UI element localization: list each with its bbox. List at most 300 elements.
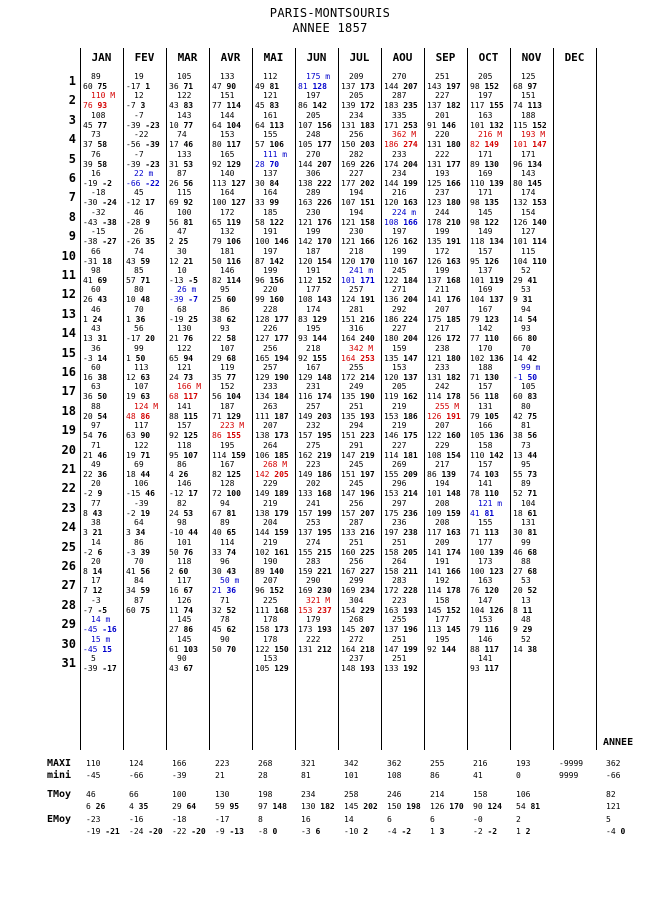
min-mean-temperature: 151 216	[341, 314, 375, 324]
max-temperature: 163	[478, 576, 493, 586]
min-mean-temperature: 96 152	[255, 586, 284, 596]
max-temperature: 153	[392, 363, 407, 372]
max-temperature: -7	[134, 110, 144, 120]
max-temperature: 13	[521, 595, 531, 605]
max-temperature: 48	[521, 615, 531, 625]
min-mean-temperature: 136 204	[384, 295, 418, 305]
min-mean-temperature: 82 114	[212, 276, 241, 285]
max-temperature: 251	[349, 537, 364, 547]
min-mean-temperature: 145 152	[427, 605, 461, 615]
min-mean-temperature: -26 35	[126, 237, 155, 247]
min-mean-temperature: 8 43	[83, 508, 103, 518]
max-temperature: 96	[220, 557, 230, 566]
max-temperature: 93	[220, 324, 230, 334]
max-temperature: 294	[349, 421, 364, 431]
summary-value: 193	[516, 759, 531, 768]
min-mean-temperature: 172 228	[384, 586, 418, 596]
max-temperature: 199	[392, 246, 407, 256]
max-temperature: 233	[392, 149, 407, 159]
max-temperature: 19	[134, 72, 144, 81]
min-mean-temperature: -12 17	[169, 489, 198, 499]
max-temperature: 248	[306, 130, 321, 140]
annee-value: -66	[606, 771, 621, 780]
max-temperature: 49	[91, 460, 101, 469]
min-mean-temperature: -12 17	[126, 198, 155, 208]
min-mean-temperature: 133 192	[384, 664, 418, 673]
min-mean-temperature: 74 113	[513, 101, 542, 111]
min-mean-temperature: 137 195	[298, 528, 332, 538]
month-header: OCT	[478, 51, 499, 64]
max-temperature: 342 M	[349, 343, 374, 353]
min-mean-temperature: 122 160	[427, 431, 461, 441]
min-mean-temperature: -17 20	[126, 334, 155, 344]
max-temperature: 275	[306, 440, 321, 450]
max-temperature: 175 m	[306, 72, 331, 81]
min-mean-temperature: 64 113	[255, 120, 284, 130]
annee-value: 362	[606, 759, 621, 768]
min-mean-temperature: 60 83	[513, 392, 538, 402]
max-temperature: 45	[134, 188, 144, 198]
min-mean-temperature: 28 70	[255, 159, 280, 169]
max-temperature: 153	[220, 130, 235, 140]
max-temperature: -22	[134, 130, 149, 140]
min-mean-temperature: 36 71	[169, 82, 194, 91]
max-temperature: 171	[478, 149, 493, 159]
min-mean-temperature: 178 210	[427, 217, 461, 227]
max-temperature: 297	[392, 498, 407, 508]
min-mean-temperature: 120 137	[384, 373, 418, 382]
max-temperature: 121	[177, 363, 192, 372]
min-mean-temperature: 39 58	[83, 159, 108, 169]
max-temperature: 304	[349, 595, 364, 605]
max-temperature: 255	[349, 363, 364, 372]
summary-value: 362	[387, 759, 402, 768]
min-mean-temperature: 13 31	[83, 334, 108, 344]
month-header: JUN	[306, 51, 327, 64]
max-temperature: 205	[392, 382, 407, 392]
min-mean-temperature: 47 90	[212, 82, 237, 91]
min-mean-temperature: 48 86	[126, 411, 151, 421]
max-temperature: 197	[306, 91, 321, 101]
min-mean-temperature: 159 221	[298, 567, 332, 576]
max-temperature: 222	[306, 634, 321, 644]
summary-value: 258	[344, 790, 359, 799]
max-temperature: -7	[134, 149, 144, 159]
min-mean-temperature: 71 129	[212, 411, 241, 421]
summary-value-2: 90 124	[473, 802, 502, 811]
min-mean-temperature: 86 139	[427, 470, 456, 479]
min-mean-temperature: 92 144	[427, 644, 456, 654]
max-temperature: 227	[435, 91, 450, 101]
min-mean-temperature: -3 14	[83, 353, 108, 363]
max-temperature: 86	[220, 304, 230, 314]
min-mean-temperature: 149 186	[298, 470, 332, 479]
max-temperature: 268	[349, 615, 364, 625]
min-mean-temperature: 104 126	[470, 605, 504, 615]
max-temperature: 14	[91, 537, 101, 547]
min-mean-temperature: 154 229	[341, 605, 375, 615]
max-temperature: 115	[177, 188, 192, 198]
max-temperature: 316	[349, 324, 364, 334]
min-mean-temperature: 20 52	[513, 586, 538, 596]
min-mean-temperature: 126 172	[427, 334, 461, 344]
min-mean-temperature: 149 189	[255, 489, 289, 499]
max-temperature: 146	[220, 266, 235, 275]
day-number: 31	[61, 656, 76, 670]
min-mean-temperature: 11 74	[169, 605, 194, 615]
min-mean-temperature: -7 -5	[83, 605, 108, 615]
max-temperature: 155	[263, 130, 278, 140]
summary-value-2: 150 198	[387, 802, 421, 811]
max-temperature: 264	[263, 440, 278, 450]
max-temperature: 222	[435, 149, 450, 159]
max-temperature: 234	[392, 169, 407, 178]
max-temperature: 141	[177, 401, 192, 411]
day-cell	[382, 652, 422, 676]
max-temperature: 335	[392, 110, 407, 120]
month-header: DEC	[564, 51, 585, 64]
max-temperature: 99	[521, 537, 531, 547]
max-temperature: 20	[91, 479, 101, 489]
summary-value-2: 145 202	[344, 802, 378, 811]
max-temperature: 14 m	[91, 615, 111, 625]
min-mean-temperature: 163 226	[298, 198, 332, 208]
max-temperature: 163	[478, 110, 493, 120]
max-temperature: 237	[349, 654, 364, 663]
annee-value: 82	[606, 790, 616, 799]
min-mean-temperature: 93 117	[470, 664, 499, 673]
max-temperature: 245	[349, 460, 364, 469]
min-mean-temperature: 18 44	[126, 470, 151, 479]
summary-value-2: -2 -2	[473, 827, 498, 836]
summary-value: 21	[215, 771, 225, 780]
max-temperature: 143	[177, 110, 192, 120]
annee-value-2: 121	[606, 802, 621, 811]
page-title: PARIS-MONTSOURIS	[269, 6, 391, 20]
max-temperature: 133	[177, 149, 192, 159]
max-temperature: 85	[134, 266, 144, 275]
min-mean-temperature: 169 234	[341, 586, 375, 596]
max-temperature: 269	[392, 460, 407, 469]
min-mean-temperature: 116 174	[298, 392, 332, 402]
day-cell	[124, 652, 164, 676]
min-mean-temperature: 141 174	[427, 547, 461, 557]
max-temperature: 99 m	[521, 363, 541, 372]
min-mean-temperature: 16 38	[83, 373, 108, 382]
min-mean-temperature: 157 195	[298, 431, 332, 441]
summary-value-2: -3 6	[301, 827, 321, 836]
max-temperature: 172	[435, 246, 450, 256]
max-temperature: 77	[91, 498, 101, 508]
min-mean-temperature: -45 15	[83, 644, 112, 654]
min-mean-temperature: 30 84	[255, 179, 280, 188]
min-mean-temperature: 105 177	[298, 140, 332, 150]
min-mean-temperature: 120 154	[298, 256, 332, 266]
max-temperature: 227	[392, 440, 407, 450]
max-temperature: 112	[263, 72, 278, 81]
min-mean-temperature: 153 186	[384, 411, 418, 421]
day-number: 15	[61, 345, 76, 360]
min-mean-temperature: 197 238	[384, 528, 418, 538]
min-mean-temperature: 37 58	[83, 140, 108, 150]
min-mean-temperature: 43 83	[169, 101, 194, 111]
day-number: 12	[61, 287, 76, 302]
day-number: 19	[61, 423, 76, 438]
max-temperature: 125	[521, 72, 536, 81]
max-temperature: 122	[177, 91, 192, 101]
max-temperature: 132	[220, 227, 235, 237]
max-temperature: 224 m	[392, 207, 417, 217]
max-temperature: 149	[478, 227, 493, 237]
max-temperature: 20	[91, 557, 101, 566]
max-temperature: 78	[220, 615, 230, 625]
min-mean-temperature: 77 114	[212, 101, 241, 111]
min-mean-temperature: 169 230	[298, 586, 332, 596]
min-mean-temperature: -28 9	[126, 217, 151, 227]
max-temperature: 90	[220, 634, 230, 644]
day-number: 10	[61, 248, 76, 263]
max-temperature: 207	[263, 421, 278, 431]
min-mean-temperature: 49 81	[255, 82, 280, 91]
max-temperature: 155	[478, 518, 493, 528]
min-mean-temperature: 110 142	[470, 450, 504, 460]
day-number: 25	[61, 539, 76, 554]
summary-value: -23	[86, 815, 101, 824]
day-number: 9	[68, 229, 76, 244]
month-header: SEP	[435, 51, 456, 64]
min-mean-temperature: 56 104	[212, 392, 241, 402]
min-mean-temperature: 26 43	[83, 295, 108, 305]
min-mean-temperature: 79 105	[470, 411, 499, 421]
max-temperature: 95	[220, 285, 230, 295]
min-mean-temperature: 144 207	[298, 159, 332, 169]
min-mean-temperature: 138 179	[255, 508, 289, 518]
max-temperature: 173	[478, 557, 493, 566]
max-temperature: 271	[392, 285, 407, 295]
min-mean-temperature: 147 196	[341, 489, 375, 499]
max-temperature: 60	[91, 285, 101, 295]
max-temperature: 90	[177, 654, 187, 663]
max-temperature: 153	[478, 615, 493, 625]
min-mean-temperature: 171 253	[384, 120, 418, 130]
day-number: 13	[61, 306, 76, 321]
min-mean-temperature: 25 60	[212, 295, 237, 305]
summary-value: 214	[430, 790, 445, 799]
max-temperature: 93	[521, 324, 531, 334]
min-mean-temperature: -17 1	[126, 82, 151, 91]
summary-value: 41	[473, 771, 483, 780]
min-mean-temperature: 121 180	[427, 353, 461, 363]
min-mean-temperature: 122 150	[255, 644, 289, 654]
min-mean-temperature: 9 31	[513, 295, 533, 305]
min-mean-temperature: -45 -16	[83, 625, 117, 635]
max-temperature: 84	[134, 576, 144, 586]
max-temperature: 193	[435, 169, 450, 178]
max-temperature: 245	[349, 479, 364, 489]
max-temperature: 133	[220, 72, 235, 81]
min-mean-temperature: 100 127	[212, 198, 246, 208]
summary-value-2: -24 -20	[129, 827, 163, 836]
max-temperature: 207	[263, 576, 278, 586]
min-mean-temperature: 124 191	[341, 295, 375, 305]
max-temperature: 281	[349, 304, 364, 314]
min-mean-temperature: 52 71	[513, 489, 538, 499]
min-mean-temperature: 110 167	[384, 256, 418, 266]
min-mean-temperature: 120 170	[341, 256, 375, 266]
min-mean-temperature: 29 41	[513, 276, 538, 285]
min-mean-temperature: 157 199	[298, 508, 332, 518]
min-mean-temperature: 108 154	[427, 450, 461, 460]
summary-value-2: -4 -2	[387, 827, 412, 836]
min-mean-temperature: 135 190	[341, 392, 375, 402]
min-mean-temperature: 41 56	[126, 567, 151, 576]
max-temperature: 233	[435, 363, 450, 372]
min-mean-temperature: 125 166	[427, 179, 461, 188]
max-temperature: 188	[478, 363, 493, 372]
min-mean-temperature: 27 86	[169, 625, 194, 635]
max-temperature: 169	[478, 169, 493, 178]
min-mean-temperature: -1 50	[513, 373, 538, 382]
min-mean-temperature: 86 155	[212, 431, 241, 441]
max-temperature: 71	[91, 440, 101, 450]
max-temperature: 50 m	[220, 576, 240, 586]
max-temperature: 15 m	[91, 634, 111, 644]
max-temperature: 87	[134, 595, 144, 605]
min-mean-temperature: 93 144	[298, 334, 327, 344]
max-temperature: 229	[435, 440, 450, 450]
max-temperature: 211	[435, 285, 450, 295]
month-header: MAI	[263, 51, 284, 64]
summary-value: -18	[172, 815, 187, 824]
max-temperature: 104	[521, 498, 536, 508]
max-temperature: 169	[478, 285, 493, 295]
min-mean-temperature: 160 225	[341, 547, 375, 557]
min-mean-temperature: 8 14	[83, 567, 103, 576]
min-mean-temperature: 131 212	[298, 644, 332, 654]
min-mean-temperature: 175 236	[384, 508, 418, 518]
min-mean-temperature: 82 149	[470, 140, 499, 150]
min-mean-temperature: 158 211	[384, 567, 418, 576]
max-temperature: 167	[220, 460, 235, 469]
column-divider	[596, 48, 597, 750]
min-mean-temperature: 50 76	[169, 547, 194, 557]
max-temperature: 97	[91, 421, 101, 431]
max-temperature: 251	[349, 401, 364, 411]
min-mean-temperature: 18 61	[513, 508, 538, 518]
max-temperature: 26	[134, 227, 144, 237]
min-mean-temperature: 21 76	[169, 334, 194, 344]
min-mean-temperature: 101 148	[427, 489, 461, 499]
min-mean-temperature: 104 137	[470, 295, 504, 305]
max-temperature: 87	[177, 169, 187, 178]
max-temperature: 111 m	[263, 149, 288, 159]
summary-value: 106	[516, 790, 531, 799]
summary-value: -16	[129, 815, 144, 824]
min-mean-temperature: 24 53	[169, 508, 194, 518]
min-mean-temperature: 3 21	[83, 528, 103, 538]
day-cell	[511, 652, 551, 676]
min-mean-temperature: -39 -17	[83, 664, 117, 673]
day-number: 16	[61, 365, 76, 379]
min-mean-temperature: 127 177	[255, 334, 289, 344]
max-temperature: 86	[177, 460, 187, 469]
max-temperature: 253	[306, 518, 321, 528]
summary-value-2: 59 95	[215, 802, 240, 811]
max-temperature: 237	[435, 188, 450, 198]
max-temperature: 201	[435, 110, 450, 120]
min-mean-temperature: 137 168	[427, 276, 461, 285]
min-mean-temperature: 158 173	[255, 625, 289, 635]
max-temperature: 113	[134, 363, 149, 372]
min-mean-temperature: -2 19	[126, 508, 151, 518]
max-temperature: 257	[349, 285, 364, 295]
max-temperature: 131	[478, 401, 493, 411]
max-temperature: 195	[306, 324, 321, 334]
min-mean-temperature: -2 9	[83, 489, 103, 499]
min-mean-temperature: 24 73	[169, 373, 194, 382]
min-mean-temperature: 101 147	[513, 140, 547, 150]
min-mean-temperature: 121 176	[298, 217, 332, 227]
min-mean-temperature: 76 120	[470, 586, 499, 596]
day-number: 17	[61, 384, 76, 399]
day-number: 6	[68, 171, 76, 185]
min-mean-temperature: 61 103	[169, 644, 198, 654]
max-temperature: 299	[349, 576, 364, 586]
day-number: 2	[68, 93, 76, 108]
max-temperature: 145	[177, 615, 192, 625]
min-mean-temperature: 43 67	[169, 664, 194, 673]
summary-value: -17	[215, 815, 230, 824]
min-mean-temperature: 155 215	[298, 547, 332, 557]
max-temperature: 178	[263, 615, 278, 625]
day-number: 18	[61, 403, 76, 418]
summary-value-2: 97 148	[258, 802, 287, 811]
min-mean-temperature: 186 224	[384, 314, 418, 324]
max-temperature: 70	[134, 557, 144, 566]
summary-value: 2	[516, 815, 521, 824]
min-mean-temperature: 133 168	[298, 489, 332, 499]
max-temperature: 158	[435, 595, 450, 605]
day-number: 26	[61, 559, 76, 573]
min-mean-temperature: 144 159	[255, 528, 289, 538]
max-temperature: 245	[392, 266, 407, 275]
max-temperature: -15	[91, 227, 106, 237]
summary-value-2: -10 2	[344, 827, 369, 836]
min-mean-temperature: 50 116	[212, 256, 241, 266]
min-mean-temperature: 107 156	[298, 120, 332, 130]
min-mean-temperature: 126 162	[384, 237, 418, 247]
max-temperature: 167	[306, 363, 321, 372]
max-temperature: 194	[349, 188, 364, 198]
max-temperature: 141	[478, 654, 493, 663]
min-mean-temperature: 87 142	[255, 256, 284, 266]
max-temperature: 251	[392, 654, 407, 663]
max-temperature: 268 M	[263, 460, 288, 469]
day-number: 22	[61, 481, 76, 496]
min-mean-temperature: 79 116	[470, 625, 499, 635]
min-mean-temperature: 41 81	[470, 508, 495, 518]
summary-value: 100	[172, 790, 187, 799]
min-mean-temperature: 96 156	[255, 276, 284, 285]
summary-value: 6	[430, 815, 435, 824]
max-temperature: 94	[220, 498, 230, 508]
min-mean-temperature: 157 207	[341, 508, 375, 518]
min-mean-temperature: 95 107	[169, 450, 198, 460]
min-mean-temperature: -19 -2	[83, 179, 112, 188]
day-number: 20	[61, 442, 76, 457]
min-mean-temperature: 108 143	[298, 295, 332, 305]
day-number: 21	[61, 462, 76, 476]
